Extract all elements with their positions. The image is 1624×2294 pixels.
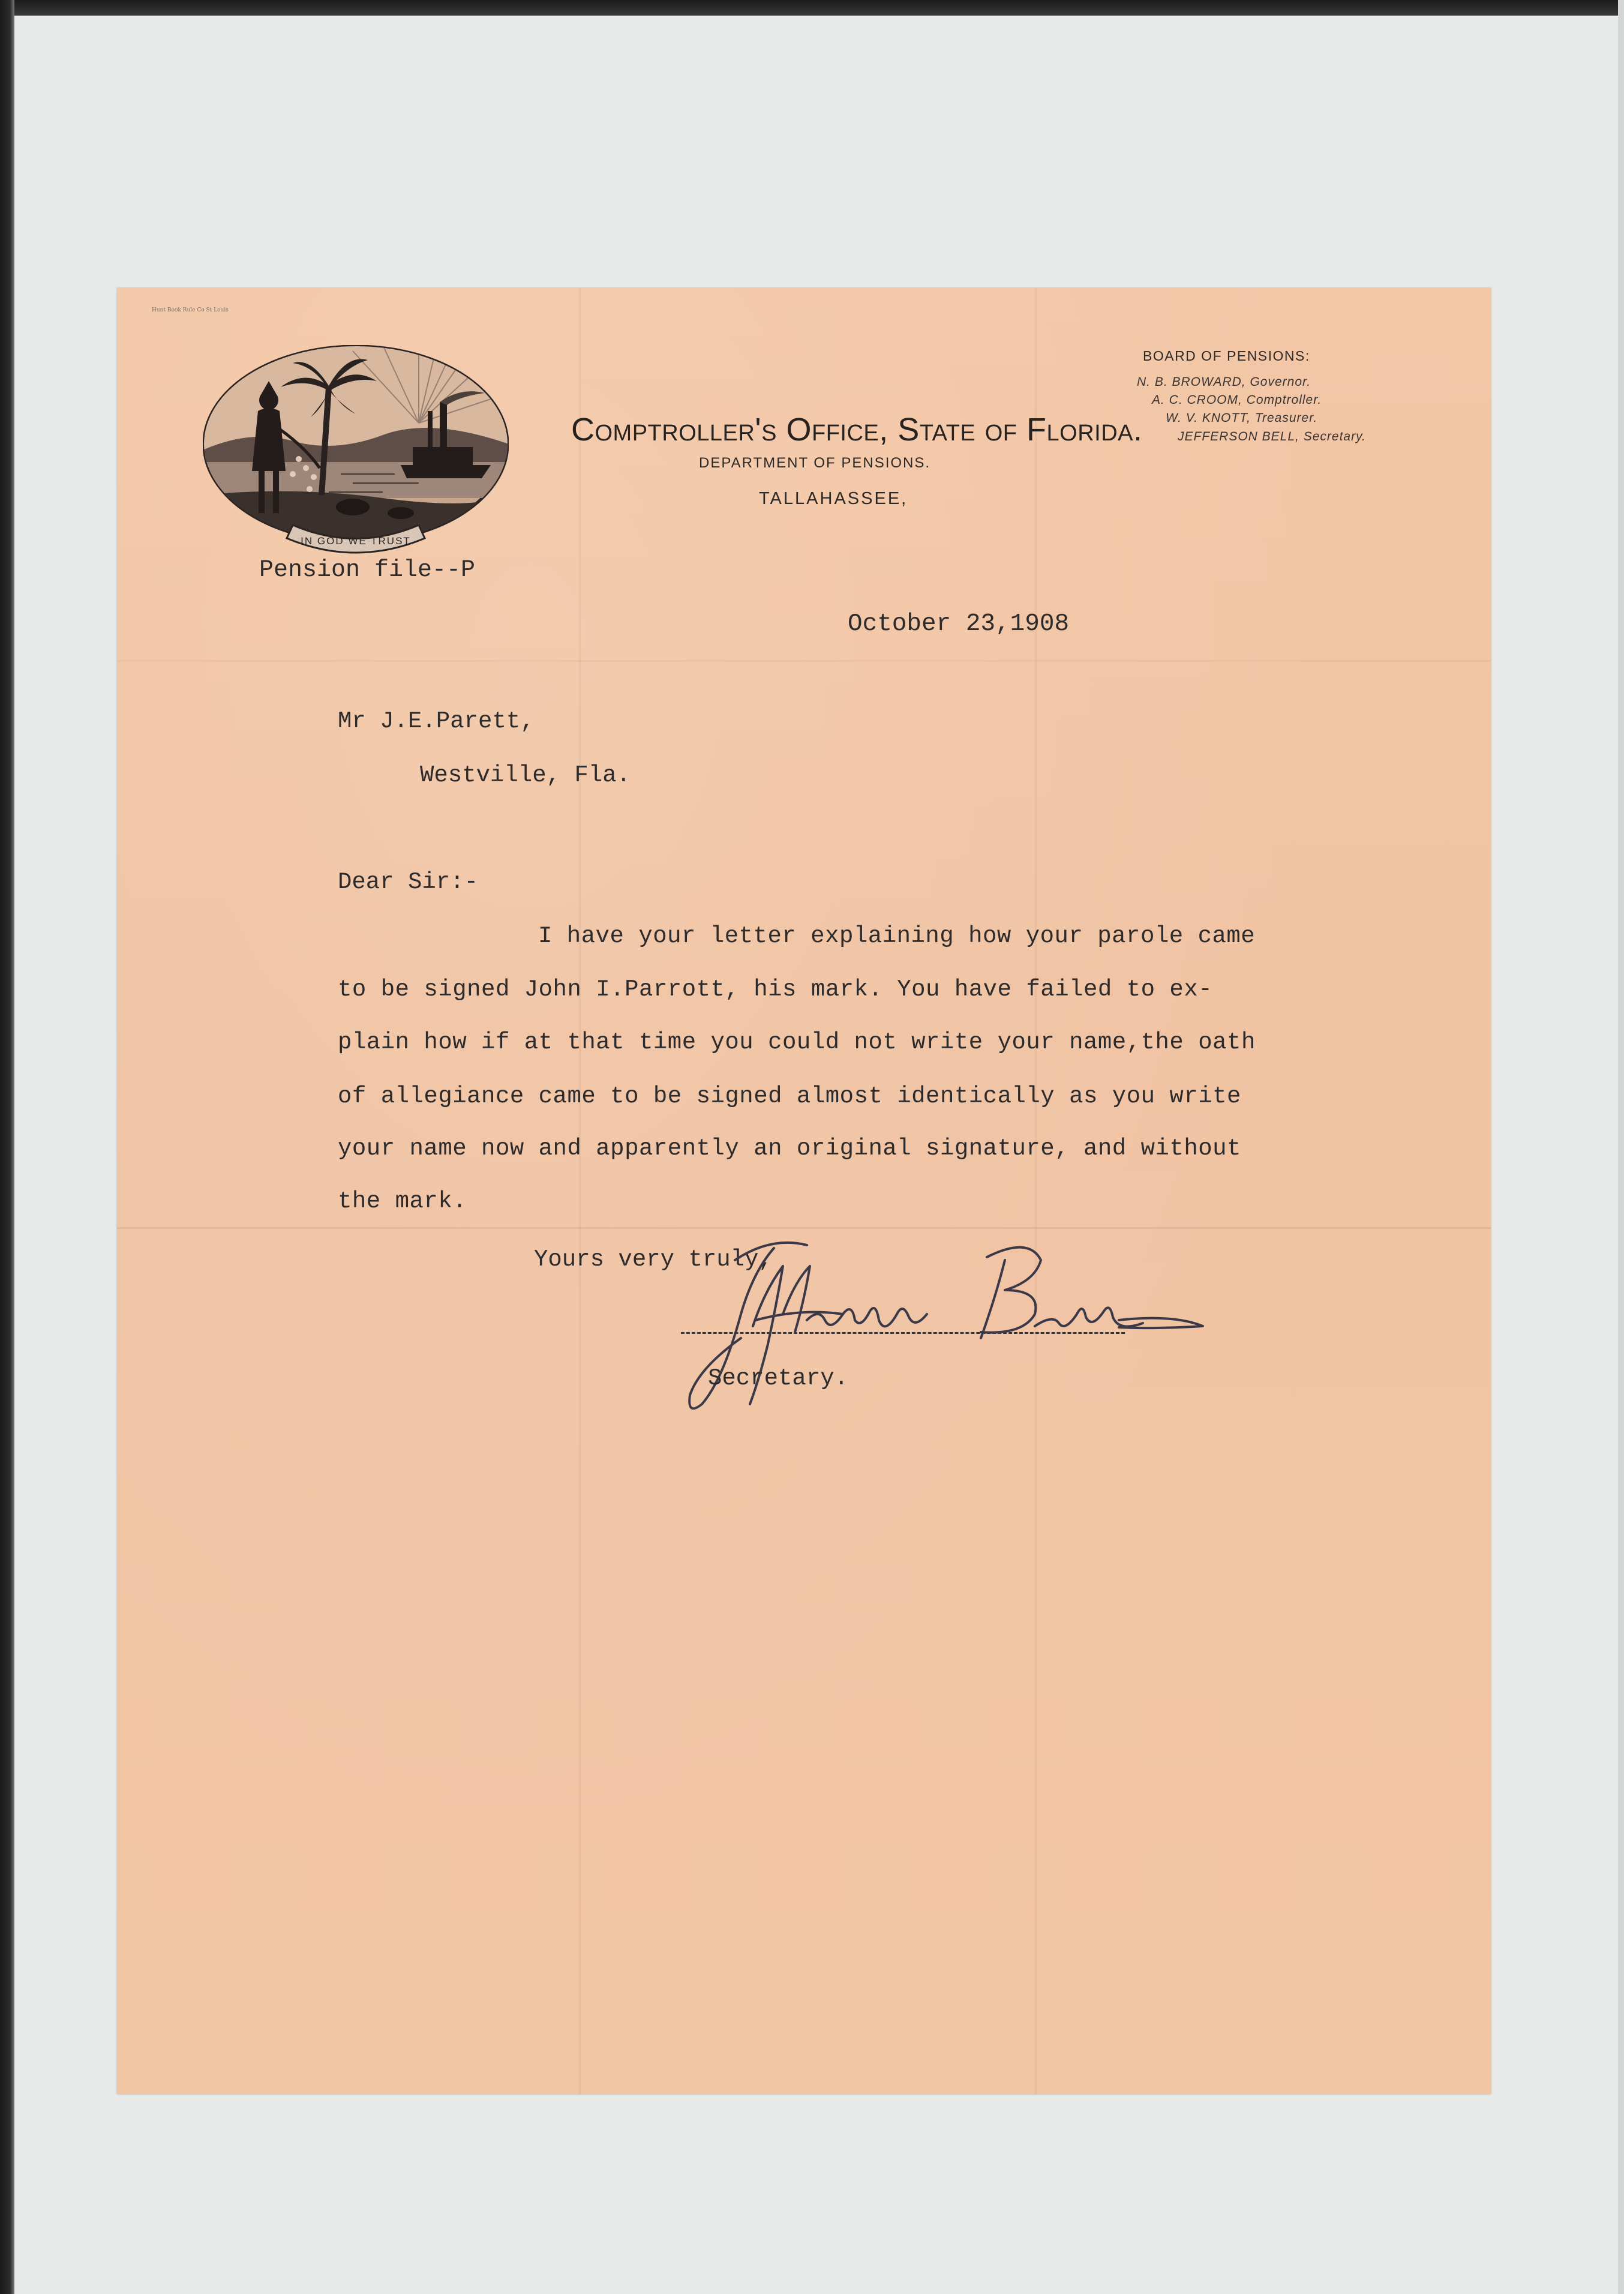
letterhead-title: Comptroller's Office, State of Florida.: [571, 412, 1143, 448]
closing: Yours very truly,: [534, 1246, 773, 1273]
letterhead-city: TALLAHASSEE,: [759, 489, 908, 508]
recipient-name: Mr J.E.Parett,: [338, 708, 535, 734]
body-line: plain how if at that time you could not write your name,the oath: [338, 1029, 1256, 1055]
letterhead-department: DEPARTMENT OF PENSIONS.: [699, 455, 931, 471]
board-member: N. B. BROWARD, Governor.: [1137, 375, 1311, 389]
florida-state-seal: [203, 345, 509, 567]
scanner-edge-top: [0, 0, 1624, 16]
salutation: Dear Sir:-: [338, 869, 479, 895]
printer-mark: Hunt Book Rule Co St Louis: [152, 307, 229, 313]
fold-crease-vertical-left: [579, 288, 581, 2094]
handwritten-signature: [645, 1224, 1245, 1422]
scanner-edge-right: [1618, 0, 1624, 2294]
letter-date: October 23,1908: [848, 610, 1070, 638]
board-member: A. C. CROOM, Comptroller.: [1152, 393, 1322, 407]
fold-crease-vertical-right: [1035, 288, 1037, 2094]
recipient-place: Westville, Fla.: [420, 762, 631, 788]
signer-title: Secretary.: [708, 1365, 849, 1392]
scanner-edge-left: [0, 0, 14, 2294]
body-line: the mark.: [338, 1188, 467, 1215]
seal-motto: IN GOD WE TRUST: [301, 535, 411, 547]
board-member: W. V. KNOTT, Treasurer.: [1166, 411, 1318, 425]
body-line: of allegiance came to be signed almost identically as you write: [338, 1083, 1241, 1109]
file-reference: Pension file--P: [259, 557, 476, 584]
body-line: your name now and apparently an original signature, and without: [338, 1135, 1241, 1162]
board-member: JEFFERSON BELL, Secretary.: [1178, 430, 1366, 443]
board-title: BOARD OF PENSIONS:: [1143, 348, 1310, 364]
body-line: to be signed John I.Parrott, his mark. You have failed to ex-: [338, 976, 1213, 1003]
letter-sheet: [117, 288, 1491, 2094]
fold-crease-upper: [117, 660, 1491, 662]
body-line: I have your letter explaining how your parole came: [538, 923, 1256, 949]
